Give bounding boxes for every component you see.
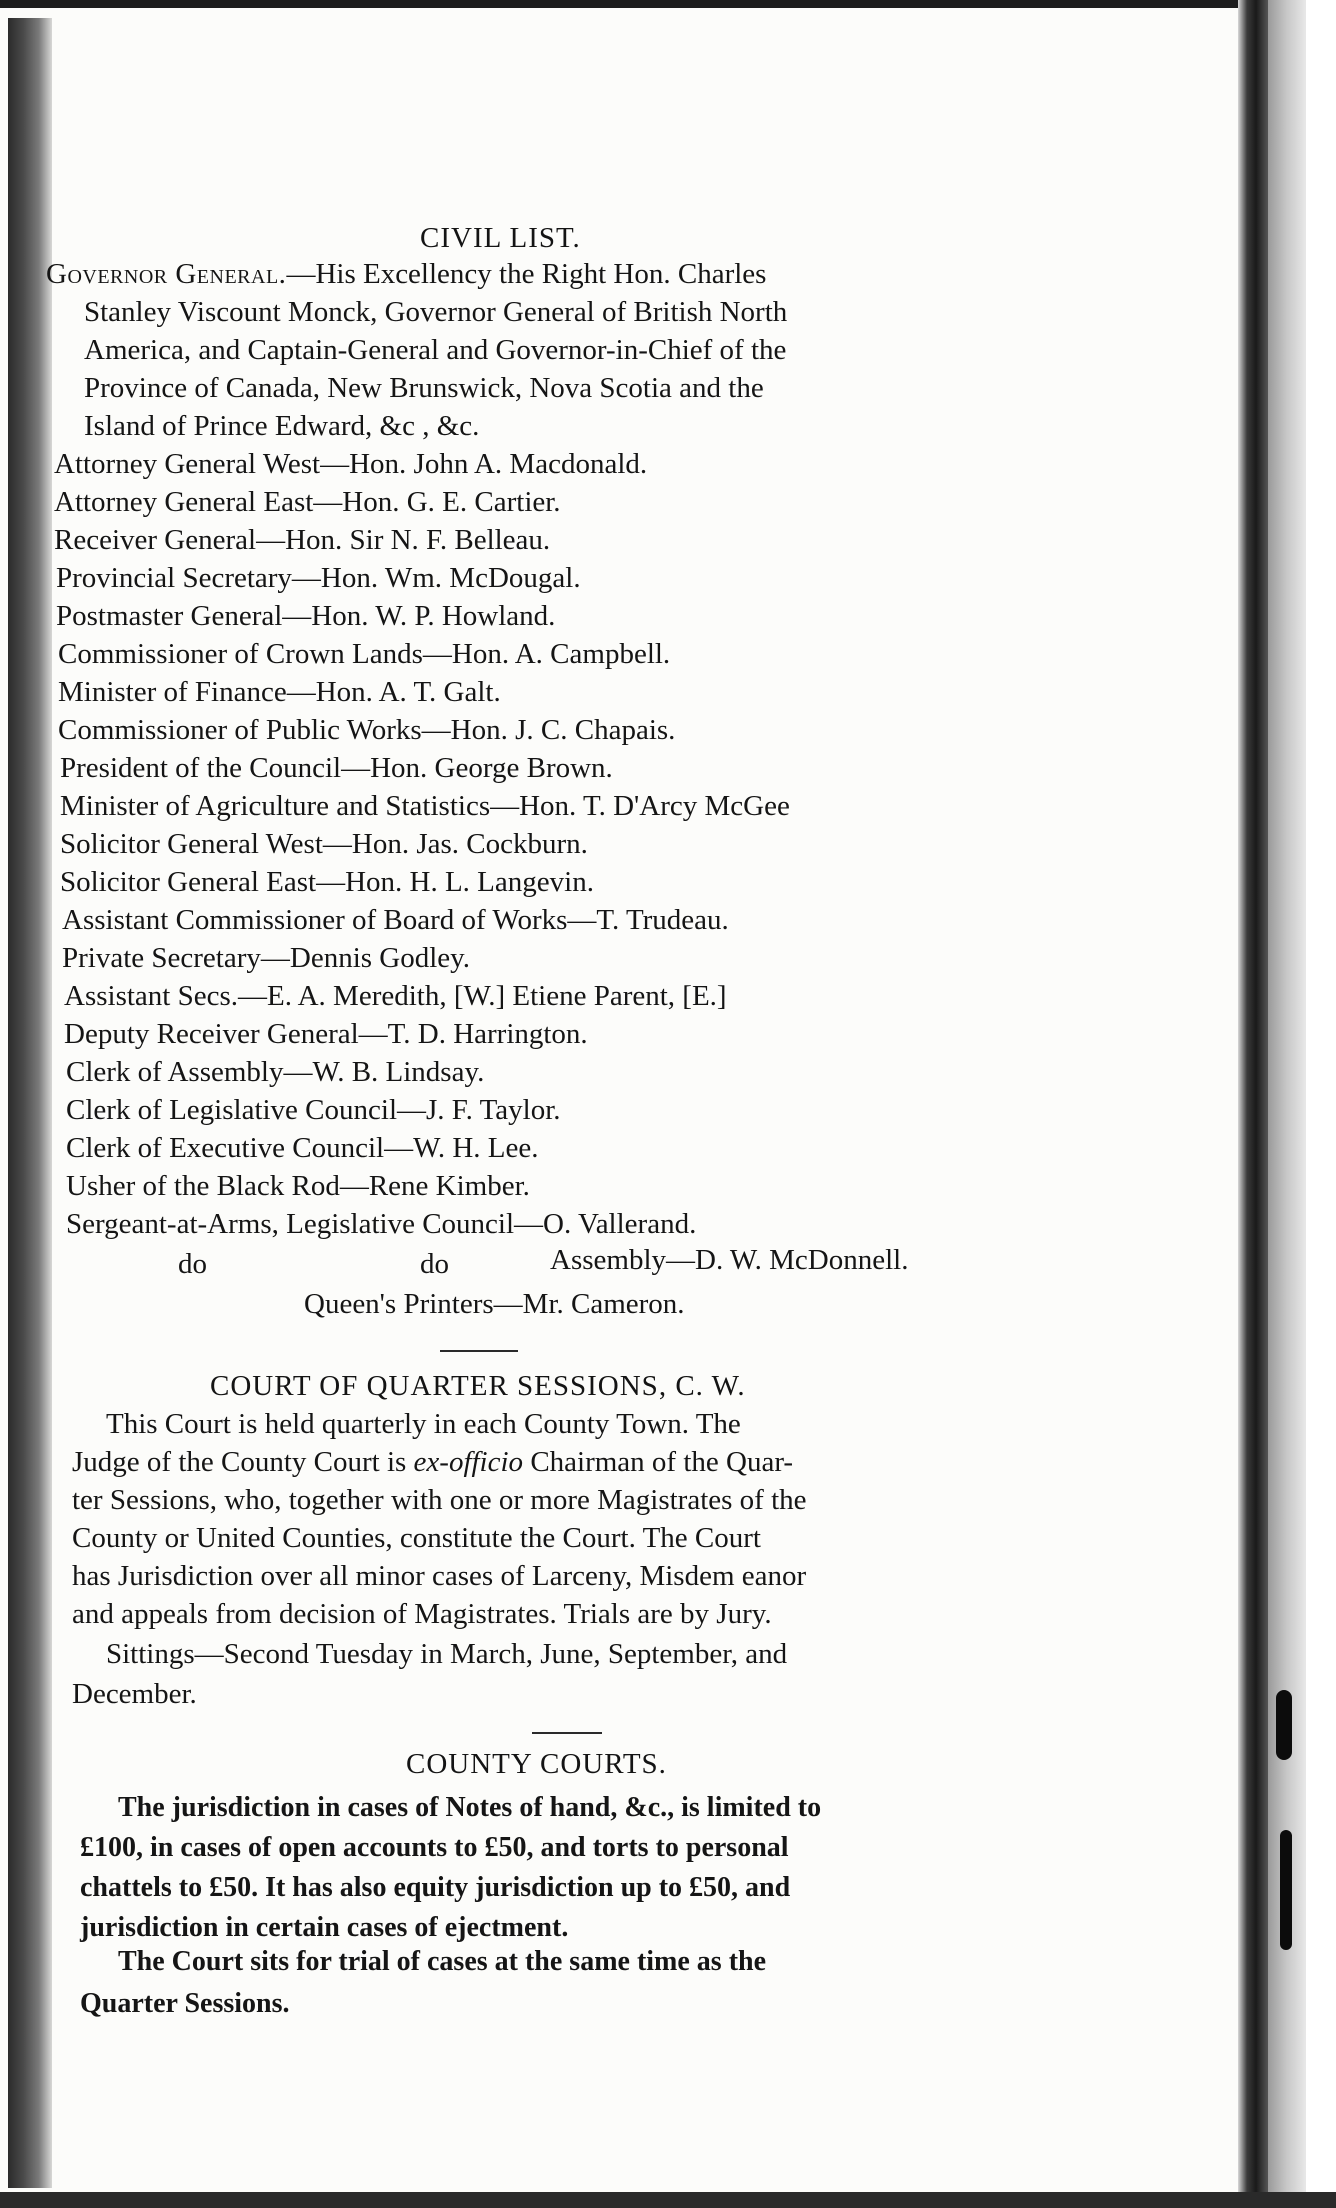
county-courts-text: The Court sits for trial of cases at the same time as the bbox=[118, 1946, 767, 1977]
county-courts-text: Quarter Sessions. bbox=[80, 1988, 290, 2019]
officer-entry: Minister of Agriculture and Statistics—Hon. T. D'Arcy McGee bbox=[60, 790, 790, 822]
officer-entry: Assistant Secs.—E. A. Meredith, [W.] Etiene Parent, [E.] bbox=[64, 980, 727, 1012]
ex-officio-italic: ex-officio bbox=[413, 1446, 524, 1478]
quarter-sessions-text: December. bbox=[72, 1678, 197, 1710]
officer-entry: Solicitor General East—Hon. H. L. Langevin. bbox=[60, 866, 594, 898]
officer-entry: Assembly—D. W. McDonnell. bbox=[550, 1244, 909, 1276]
officer-entry: Assistant Commissioner of Board of Works—T. Trudeau. bbox=[62, 904, 729, 936]
governor-general-line bbox=[46, 258, 766, 291]
officer-entry: Commissioner of Public Works—Hon. J. C. Chapais. bbox=[58, 714, 676, 746]
quarter-sessions-text: County or United Counties, constitute the Court. The Court bbox=[72, 1522, 761, 1554]
quarter-sessions-text: ter Sessions, who, together with one or more Magistrates of the bbox=[72, 1484, 807, 1516]
officer-entry: Clerk of Legislative Council—J. F. Taylor. bbox=[66, 1094, 561, 1126]
quarter-sessions-text: This Court is held quarterly in each County Town. The bbox=[106, 1408, 741, 1440]
governor-detail-line: Stanley Viscount Monck, Governor General of British North bbox=[84, 296, 788, 328]
officer-entry: Clerk of Executive Council—W. H. Lee. bbox=[66, 1132, 539, 1164]
binding-mark bbox=[1280, 1830, 1292, 1950]
officer-entry: Attorney General West—Hon. John A. Macdonald. bbox=[54, 448, 648, 480]
officer-entry: Deputy Receiver General—T. D. Harrington. bbox=[64, 1018, 588, 1050]
governor-general-name: —His Excellency the Right Hon. Charles bbox=[286, 258, 767, 290]
quarter-sessions-text: and appeals from decision of Magistrates. Trials are by Jury. bbox=[72, 1598, 772, 1630]
quarter-sessions-text-part: Judge of the County Court is bbox=[72, 1446, 414, 1478]
officer-entry: Private Secretary—Dennis Godley. bbox=[62, 942, 471, 974]
governor-detail-line: Province of Canada, New Brunswick, Nova Scotia and the bbox=[84, 372, 764, 404]
officer-entry: Queen's Printers—Mr. Cameron. bbox=[304, 1288, 685, 1320]
quarter-sessions-text: has Jurisdiction over all minor cases of Larceny, Misdem eanor bbox=[72, 1560, 807, 1592]
officer-entry: Postmaster General—Hon. W. P. Howland. bbox=[56, 600, 556, 632]
page-binding-shadow bbox=[1238, 0, 1268, 2200]
officer-entry: Minister of Finance—Hon. A. T. Galt. bbox=[58, 676, 501, 708]
section-divider bbox=[532, 1732, 602, 1734]
page-left-edge bbox=[8, 18, 52, 2188]
county-courts-heading: COUNTY COURTS. bbox=[406, 1748, 667, 1780]
county-courts-text: The jurisdiction in cases of Notes of hand, &c., is limited to bbox=[118, 1792, 822, 1823]
officer-entry: Sergeant-at-Arms, Legislative Council—O. Vallerand. bbox=[66, 1208, 697, 1240]
officer-entry: Usher of the Black Rod—Rene Kimber. bbox=[66, 1170, 530, 1202]
officer-entry: Commissioner of Crown Lands—Hon. A. Campbell. bbox=[58, 638, 671, 670]
officer-entry: Solicitor General West—Hon. Jas. Cockburn. bbox=[60, 828, 588, 860]
county-courts-text: jurisdiction in certain cases of ejectment. bbox=[80, 1912, 569, 1943]
ditto-mark: do bbox=[420, 1248, 449, 1280]
civil-list-heading: CIVIL LIST. bbox=[420, 222, 581, 254]
officer-entry: Provincial Secretary—Hon. Wm. McDougal. bbox=[56, 562, 581, 594]
quarter-sessions-heading: COURT OF QUARTER SESSIONS, C. W. bbox=[210, 1370, 746, 1402]
page-margin bbox=[1306, 0, 1336, 2208]
governor-detail-line: America, and Captain-General and Governor-in-Chief of the bbox=[84, 334, 787, 366]
county-courts-text: chattels to £50. It has also equity jurisdiction up to £50, and bbox=[80, 1872, 791, 1903]
officer-entry: Clerk of Assembly—W. B. Lindsay. bbox=[66, 1056, 485, 1088]
governor-general-label: Governor General. bbox=[46, 258, 287, 290]
governor-detail-line: Island of Prince Edward, &c , &c. bbox=[84, 410, 480, 442]
page-top-edge bbox=[0, 0, 1336, 8]
section-divider bbox=[440, 1350, 518, 1352]
officer-entry: Attorney General East—Hon. G. E. Cartier. bbox=[54, 486, 561, 518]
officer-entry: Receiver General—Hon. Sir N. F. Belleau. bbox=[54, 524, 551, 556]
quarter-sessions-text bbox=[72, 1446, 793, 1479]
county-courts-text: £100, in cases of open accounts to £50, and torts to personal bbox=[80, 1832, 789, 1863]
binding-mark bbox=[1276, 1690, 1292, 1760]
page-bottom-edge bbox=[0, 2192, 1336, 2208]
officer-entry: President of the Council—Hon. George Brown. bbox=[60, 752, 613, 784]
quarter-sessions-text-part: Chairman of the Quar- bbox=[523, 1446, 794, 1478]
ditto-mark: do bbox=[178, 1248, 207, 1280]
quarter-sessions-text: Sittings—Second Tuesday in March, June, September, and bbox=[106, 1638, 788, 1670]
